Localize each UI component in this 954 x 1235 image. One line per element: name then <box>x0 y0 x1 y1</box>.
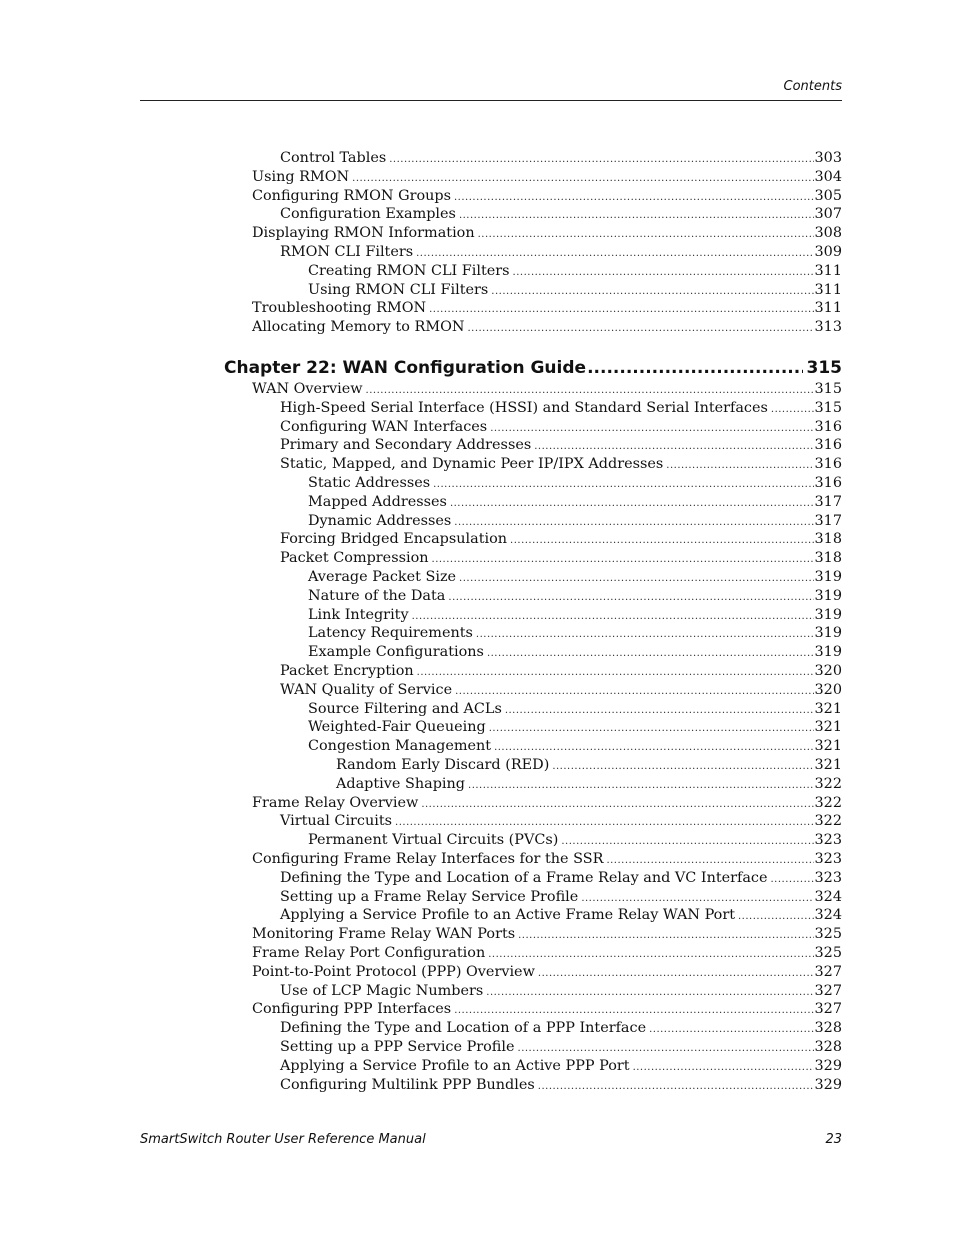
toc-entry-title: Allocating Memory to RMON <box>252 319 465 336</box>
toc-entry-title: Setting up a PPP Service Profile <box>280 1039 515 1055</box>
toc-entry[interactable] <box>308 262 842 281</box>
toc-entry-title: Defining the Type and Location of a Frame Relay and VC Interface <box>280 869 768 886</box>
leader-dots <box>488 945 813 964</box>
toc-entry[interactable] <box>252 850 842 869</box>
leader-dots <box>561 832 813 851</box>
leader-dots <box>489 719 814 738</box>
toc-entry-page: 321 <box>814 719 842 736</box>
toc-entry[interactable] <box>280 149 842 168</box>
leader-dots <box>395 813 814 832</box>
footer-page-number: 23 <box>825 1132 842 1147</box>
leader-dots <box>771 870 814 889</box>
toc-entry-title: Congestion Management <box>308 738 492 755</box>
toc-entry-page: 320 <box>814 663 842 679</box>
toc-entry-title: Configuring WAN Interfaces <box>280 418 488 435</box>
toc-entry-page: 327 <box>814 982 842 999</box>
toc-entry-page: 315 <box>814 381 842 397</box>
toc-entry-page: 322 <box>814 794 842 811</box>
toc-entry-title: High-Speed Serial Interface (HSSI) and Standard Serial Interfaces <box>280 399 768 416</box>
leader-dots <box>467 319 813 338</box>
toc-entry[interactable] <box>280 982 842 1001</box>
leader-dots <box>518 926 813 945</box>
toc-entry[interactable] <box>252 168 842 187</box>
toc-entry-page: 309 <box>814 244 842 260</box>
toc-entry[interactable] <box>308 737 842 756</box>
toc-entry[interactable] <box>280 1038 842 1057</box>
toc-entry[interactable] <box>308 643 842 662</box>
toc-entry-title: Static, Mapped, and Dynamic Peer IP/IPX Addresses <box>280 456 664 473</box>
leader-dots <box>581 889 813 908</box>
leader-dots <box>486 983 813 1002</box>
toc-entry-page: 303 <box>814 150 842 166</box>
toc-entry[interactable] <box>280 1076 842 1095</box>
toc-entry-title: WAN Overview <box>252 381 363 397</box>
toc-entry-page: 311 <box>814 262 842 279</box>
toc-entry-title: Point-to-Point Protocol (PPP) Overview <box>252 963 535 980</box>
toc-entry-title: Weighted-Fair Queueing <box>308 719 486 736</box>
toc-entry-title: Troubleshooting RMON <box>252 300 427 317</box>
toc-entry-title: Static Addresses <box>308 475 431 491</box>
toc-entry-page: 322 <box>814 775 842 792</box>
toc-entry-title: Example Configurations <box>308 644 484 661</box>
toc-entry-page: 307 <box>814 206 842 223</box>
toc-entry-title: Creating RMON CLI Filters <box>308 262 510 279</box>
toc-entry-title: Mapped Addresses <box>308 493 447 510</box>
toc-entry[interactable] <box>280 888 842 907</box>
toc-entry-page: 319 <box>814 569 842 585</box>
toc-entry[interactable] <box>280 418 842 437</box>
toc-entry[interactable] <box>280 906 842 925</box>
toc-entry[interactable] <box>252 187 842 206</box>
toc-entry-title: Defining the Type and Location of a PPP Interface <box>280 1020 647 1037</box>
toc-entry-title: Configuring Multilink PPP Bundles <box>280 1076 535 1093</box>
toc-entry-page: 319 <box>814 644 842 661</box>
toc-entry[interactable] <box>280 681 842 700</box>
chapter-title: Chapter 22: WAN Configuration Guide <box>224 358 587 378</box>
toc-entry-page: 319 <box>814 606 842 623</box>
toc-entry[interactable] <box>308 281 842 300</box>
toc-entry-page: 328 <box>814 1020 842 1037</box>
leader-dots <box>633 1058 814 1077</box>
toc-entry[interactable] <box>280 399 842 418</box>
toc-entry-title: Monitoring Frame Relay WAN Ports <box>252 926 516 943</box>
toc-entry[interactable] <box>280 205 842 224</box>
leader-dots <box>448 588 813 607</box>
leader-dots <box>487 644 814 663</box>
toc-entry-title: Virtual Circuits <box>280 813 393 830</box>
toc-entry-page: 311 <box>814 300 842 317</box>
toc-entry-title: Setting up a Frame Relay Service Profile <box>280 888 579 905</box>
leader-dots <box>450 494 814 513</box>
leader-dots <box>738 907 814 926</box>
toc-entry[interactable] <box>336 756 842 775</box>
leader-dots <box>468 776 814 795</box>
toc-entry-title: Displaying RMON Information <box>252 225 475 242</box>
toc-entry-title: Frame Relay Port Configuration <box>252 945 486 961</box>
leader-dots <box>552 757 813 776</box>
toc-entry-page: 317 <box>814 512 842 529</box>
toc-entry[interactable] <box>308 474 842 493</box>
toc-entry[interactable] <box>252 1000 842 1019</box>
leader-dots <box>771 400 814 419</box>
toc-entry-page: 329 <box>814 1076 842 1093</box>
toc-entry[interactable] <box>336 775 842 794</box>
toc-entry[interactable] <box>252 318 842 337</box>
toc-entry-title: Use of LCP Magic Numbers <box>280 982 484 999</box>
toc-entry[interactable] <box>252 963 842 982</box>
toc-entry-page: 321 <box>814 738 842 755</box>
toc-entry[interactable] <box>308 831 842 850</box>
toc-entry-page: 321 <box>814 757 842 773</box>
toc-entry-title: Using RMON CLI Filters <box>308 281 489 298</box>
chapter-page: 315 <box>806 358 842 378</box>
leader-dots <box>389 150 813 169</box>
toc-entry[interactable] <box>308 587 842 606</box>
toc-entry-page: 321 <box>814 700 842 717</box>
leader-dots <box>459 206 814 225</box>
leader-dots <box>432 550 814 569</box>
toc-entry[interactable] <box>252 299 842 318</box>
toc-entry-page: 305 <box>814 187 842 204</box>
leader-dots <box>518 1039 814 1058</box>
toc-entry-title: Source Filtering and ACLs <box>308 700 502 717</box>
leader-dots <box>510 531 814 550</box>
toc-entry[interactable] <box>280 812 842 831</box>
toc-entry-title: Nature of the Data <box>308 587 446 604</box>
toc-entry[interactable] <box>308 512 842 531</box>
toc-entry[interactable] <box>280 243 842 262</box>
toc-entry-title: Configuring PPP Interfaces <box>252 1001 452 1018</box>
page-footer <box>140 1132 842 1147</box>
toc-entry-title: Applying a Service Profile to an Active PPP Port <box>280 1057 630 1074</box>
toc-entry-page: 318 <box>814 550 842 567</box>
footer-title: SmartSwitch Router User Reference Manual <box>140 1132 426 1147</box>
toc-entry-title: Dynamic Addresses <box>308 512 452 529</box>
toc-entry-page: 316 <box>814 475 842 491</box>
leader-dots <box>491 282 813 301</box>
toc-entry-title: Forcing Bridged Encapsulation <box>280 531 508 548</box>
leader-dots <box>454 1001 813 1020</box>
toc-entry[interactable] <box>252 925 842 944</box>
leader-dots <box>478 225 814 244</box>
toc-entry-page: 323 <box>814 832 842 849</box>
leader-dots <box>459 569 813 588</box>
chapter-heading[interactable] <box>224 356 842 380</box>
toc-entry-page: 317 <box>814 493 842 510</box>
leader-dots <box>352 169 813 188</box>
leader-dots <box>476 625 814 644</box>
toc-entry-page: 316 <box>814 437 842 454</box>
toc-entry[interactable] <box>280 662 842 681</box>
toc-entry-title: Using RMON <box>252 168 350 185</box>
leader-dots <box>649 1020 813 1039</box>
toc-entry-page: 327 <box>814 1001 842 1018</box>
toc-entry-page: 319 <box>814 625 842 642</box>
toc-entry-title: Frame Relay Overview <box>252 794 419 811</box>
toc-entry-page: 327 <box>814 963 842 980</box>
leader-dots <box>534 437 813 456</box>
toc-entry[interactable] <box>252 224 842 243</box>
running-header: Contents <box>783 79 842 94</box>
toc-entry-title: Adaptive Shaping <box>336 775 466 792</box>
toc-entry[interactable] <box>280 1019 842 1038</box>
toc-entry-page: 323 <box>814 851 842 867</box>
toc-entry[interactable] <box>280 436 842 455</box>
leader-dots <box>421 795 813 814</box>
toc-entry-page: 325 <box>814 945 842 961</box>
toc-entry-page: 320 <box>814 681 842 698</box>
toc-entry[interactable] <box>252 794 842 813</box>
leader-dots <box>606 851 813 870</box>
toc-entry[interactable] <box>280 1057 842 1076</box>
leader-dots <box>433 475 813 494</box>
leader-dots <box>538 1077 814 1096</box>
toc-entry-page: 308 <box>814 225 842 242</box>
toc-entry-title: Average Packet Size <box>308 569 457 585</box>
toc-entry-page: 328 <box>814 1039 842 1055</box>
leader-dots <box>429 300 813 319</box>
toc-entry-page: 316 <box>814 418 842 435</box>
toc-entry-page: 316 <box>814 456 842 473</box>
toc-entry-page: 322 <box>814 813 842 830</box>
toc-entry[interactable] <box>252 944 842 963</box>
toc-entry-title: Permanent Virtual Circuits (PVCs) <box>308 832 559 849</box>
toc-entry[interactable] <box>280 549 842 568</box>
leader-dots <box>417 663 814 682</box>
toc-entry-page: 319 <box>814 587 842 604</box>
toc-entry-page: 315 <box>814 399 842 416</box>
toc-entry[interactable] <box>280 455 842 474</box>
toc-entry-page: 325 <box>814 926 842 943</box>
leader-dots <box>505 701 814 720</box>
toc-entry[interactable] <box>280 530 842 549</box>
leader-dots <box>513 263 814 282</box>
toc-entry-title: Control Tables <box>280 150 387 166</box>
leader-dots <box>455 682 813 701</box>
toc-entry-title: Packet Compression <box>280 550 429 567</box>
leader-dots <box>416 244 813 263</box>
toc-entry-title: Random Early Discard (RED) <box>336 757 550 773</box>
toc-entry[interactable] <box>308 718 842 737</box>
toc-entry-title: Primary and Secondary Addresses <box>280 437 532 454</box>
toc-entry-page: 311 <box>814 281 842 298</box>
leader-dots <box>454 513 813 532</box>
toc-entry-title: WAN Quality of Service <box>280 681 453 698</box>
header-rule <box>140 100 842 101</box>
toc-entry-title: Latency Requirements <box>308 625 473 642</box>
toc-entry[interactable] <box>308 624 842 643</box>
toc-entry-title: RMON CLI Filters <box>280 244 414 260</box>
toc-entry-title: Configuration Examples <box>280 206 456 223</box>
leader-dots <box>538 964 814 983</box>
leader-dots <box>666 456 813 475</box>
leader-dots <box>412 607 814 626</box>
toc-entry[interactable] <box>252 380 842 399</box>
leader-dots <box>454 188 814 207</box>
toc-entry[interactable] <box>308 700 842 719</box>
toc-entry-title: Link Integrity <box>308 606 409 623</box>
toc-entry-title: Packet Encryption <box>280 663 414 679</box>
toc-entry-page: 329 <box>814 1057 842 1074</box>
toc-entry-title: Configuring RMON Groups <box>252 187 451 204</box>
toc-entry-title: Applying a Service Profile to an Active Frame Relay WAN Port <box>280 907 735 924</box>
toc-entry[interactable] <box>308 493 842 512</box>
chapter-leader-dots <box>587 356 802 380</box>
toc-entry-page: 304 <box>814 168 842 185</box>
toc-entry-page: 324 <box>814 888 842 905</box>
toc-entry[interactable] <box>308 606 842 625</box>
toc-entry-page: 313 <box>814 319 842 336</box>
toc-entry[interactable] <box>308 568 842 587</box>
leader-dots <box>366 381 814 400</box>
leader-dots <box>490 419 813 438</box>
toc-entry-page: 324 <box>814 907 842 924</box>
toc-entry[interactable] <box>280 869 842 888</box>
leader-dots <box>494 738 813 757</box>
toc-entry-title: Configuring Frame Relay Interfaces for the SSR <box>252 851 604 867</box>
toc-entry-page: 318 <box>814 531 842 548</box>
toc-entry-page: 323 <box>814 869 842 886</box>
